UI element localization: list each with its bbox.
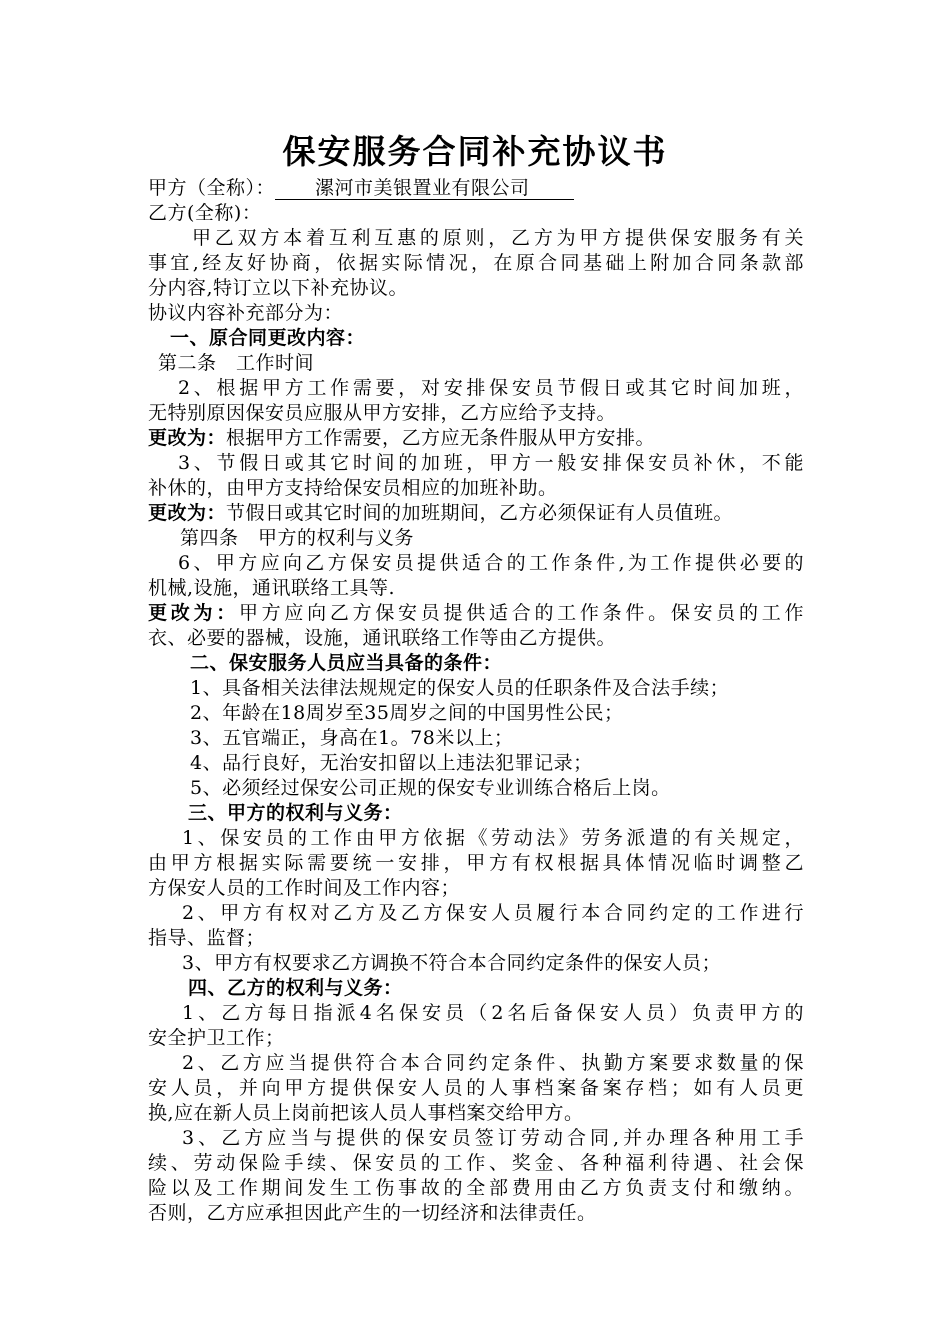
s1-change6-line2: 衣、必要的器械，设施，通讯联络工作等由乙方提供。: [148, 627, 617, 649]
s2-item-4: 4、品行良好，无治安扣留以上违法犯罪记录；: [190, 752, 593, 774]
s2-item-2: 2、年龄在18周岁至35周岁之间的中国男性公民；: [190, 702, 624, 724]
s1-item6-line1: 6、甲方应向乙方保安员提供适合的工作条件,为工作提供必要的: [178, 552, 804, 574]
intro-line-2: 事宜,经友好协商，依据实际情况，在原合同基础上附加合同条款部: [148, 252, 804, 274]
s4-item1-line1: 1、乙方每日指派4名保安员（2名后备保安人员）负责甲方的: [182, 1002, 804, 1024]
supplement-label: 协议内容补充部分为：: [148, 302, 344, 324]
s4-item3-line2: 续、劳动保险手续、保安员的工作、奖金、各种福利待遇、社会保: [148, 1152, 804, 1174]
s4-item2-line3: 换,应在新人员上岗前把该人员人事档案交给甲方。: [148, 1102, 584, 1124]
s1-item2-line1: 2、根据甲方工作需要，对安排保安员节假日或其它时间加班，: [178, 377, 804, 399]
s1-change6-text: 甲方应向乙方保安员提供适合的工作条件。保安员的工作: [238, 602, 804, 624]
s3-item2-line1: 2、甲方有权对乙方及乙方保安人员履行本合同约定的工作进行: [182, 902, 804, 924]
section2-heading: 二、保安服务人员应当具备的条件：: [190, 652, 503, 674]
s3-item3: 3、甲方有权要求乙方调换不符合本合同约定条件的保安人员；: [182, 952, 722, 974]
s3-item1-line1: 1、保安员的工作由甲方依据《劳动法》劳务派遣的有关规定，: [182, 827, 804, 849]
s1-change2: [148, 426, 655, 450]
s2-item-3: 3、五官端正，身高在1。78米以上；: [190, 727, 514, 749]
s4-item2-line1: 2、乙方应当提供符合本合同约定条件、执勤方案要求数量的保: [182, 1052, 804, 1074]
s3-item2-line2: 指导、监督；: [148, 927, 266, 949]
s1-item3-line1: 3、节假日或其它时间的加班，甲方一般安排保安员补休，不能: [178, 452, 804, 474]
s1-item2-line2: 无特别原因保安员应服从甲方安排，乙方应给予支持。: [148, 402, 617, 424]
section3-heading: 三、甲方的权利与义务：: [188, 802, 403, 824]
change-label: 更改为：: [148, 602, 239, 624]
intro-line-3: 分内容,特订立以下补充协议。: [148, 277, 409, 299]
party-b-label: 乙方(全称)：: [148, 202, 262, 224]
intro-line-1: 甲乙双方本着互利互惠的原则，乙方为甲方提供保安服务有关: [192, 227, 804, 249]
s1-item6-line2: 机械,设施，通讯联络工具等.: [148, 577, 396, 599]
s3-item1-line2: 由甲方根据实际需要统一安排，甲方有权根据具体情况临时调整乙: [148, 852, 804, 874]
change-label: 更改为：: [148, 427, 227, 449]
section1-heading: 一、原合同更改内容：: [170, 327, 366, 349]
s4-item3-line3: 险以及工作期间发生工伤事故的全部费用由乙方负责支付和缴纳。: [148, 1177, 804, 1199]
s1-item3-line2: 补休的，由甲方支持给保安员相应的加班补助。: [148, 477, 558, 499]
s4-item2-line2: 安人员，并向甲方提供保安人员的人事档案备案存档；如有人员更: [148, 1077, 804, 1099]
s4-item3-line4: 否则，乙方应承担因此产生的一切经济和法律责任。: [148, 1202, 597, 1224]
s1-change6-line1: [148, 601, 804, 625]
s4-item3-line1: 3、乙方应当与提供的保安员签订劳动合同,并办理各种用工手: [182, 1127, 804, 1149]
s1-change3-text: 节假日或其它时间的加班期间，乙方必须保证有人员值班。: [226, 502, 734, 524]
s1-change3: [148, 501, 733, 525]
section4-heading: 四、乙方的权利与义务：: [188, 977, 403, 999]
change-label: 更改为：: [148, 502, 227, 524]
s1-change2-text: 根据甲方工作需要，乙方应无条件服从甲方安排。: [226, 427, 656, 449]
party-a-line: [148, 176, 574, 200]
article2-title: 第二条 工作时间: [158, 352, 315, 374]
document-title: 保安服务合同补充协议书: [282, 132, 668, 171]
s2-item-1: 1、具备相关法律法规规定的保安人员的任职条件及合法手续；: [190, 677, 730, 699]
party-a-label: 甲方（全称）：: [148, 177, 276, 199]
article4-title: 第四条 甲方的权利与义务: [180, 527, 415, 549]
s2-item-5: 5、必须经过保安公司正规的保安专业训练合格后上岗。: [190, 777, 671, 799]
s4-item1-line2: 安全护卫工作；: [148, 1027, 285, 1049]
party-a-name: 漯河市美银置业有限公司: [275, 177, 574, 200]
s3-item1-line3: 方保安人员的工作时间及工作内容；: [148, 877, 461, 899]
